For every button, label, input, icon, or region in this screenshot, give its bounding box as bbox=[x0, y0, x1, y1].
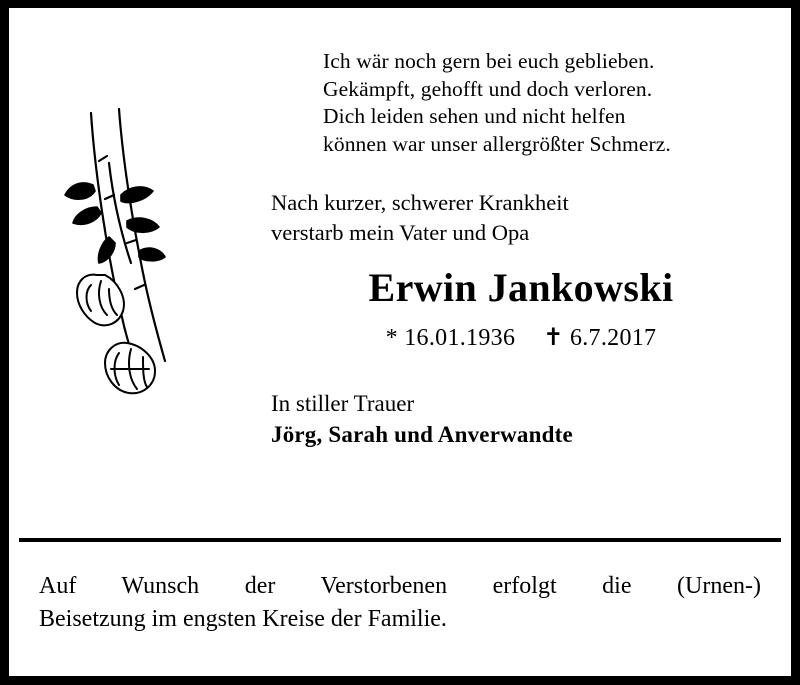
intro-line-1: Nach kurzer, schwerer Krankheit bbox=[271, 190, 569, 215]
birth-date: * 16.01.1936 bbox=[385, 325, 516, 351]
mourning-block bbox=[271, 388, 771, 450]
verse-line-1: Ich wär noch gern bei euch geblieben. bbox=[323, 49, 655, 73]
life-dates bbox=[271, 323, 771, 352]
funeral-note-line-2: Beisetzung im engsten Kreise der Familie. bbox=[39, 606, 447, 632]
funeral-note-line-1: Auf Wunsch der Verstorbenen erfolgt die (Urnen-) bbox=[39, 573, 761, 599]
mourning-line-2: Jörg, Sarah und Anverwandte bbox=[271, 422, 573, 447]
intro-block bbox=[271, 188, 771, 248]
mourning-line-1: In stiller Trauer bbox=[271, 391, 415, 416]
rose-illustration bbox=[61, 103, 211, 398]
funeral-note bbox=[9, 542, 791, 676]
notice-inner bbox=[9, 8, 791, 676]
notice-upper-section bbox=[9, 8, 791, 538]
verse-line-4: können war unser allergrößter Schmerz. bbox=[323, 131, 671, 156]
intro-line-2: verstarb mein Vater und Opa bbox=[271, 220, 530, 245]
notice-text-column bbox=[271, 48, 771, 450]
verse-line-2: Gekämpft, gehofft und doch verloren. bbox=[323, 76, 653, 101]
verse-block bbox=[323, 48, 771, 158]
verse-line-3: Dich leiden sehen und nicht helfen bbox=[323, 104, 626, 128]
deceased-name: Erwin Jankowski bbox=[368, 265, 674, 310]
death-date: ✝ 6.7.2017 bbox=[543, 325, 657, 351]
